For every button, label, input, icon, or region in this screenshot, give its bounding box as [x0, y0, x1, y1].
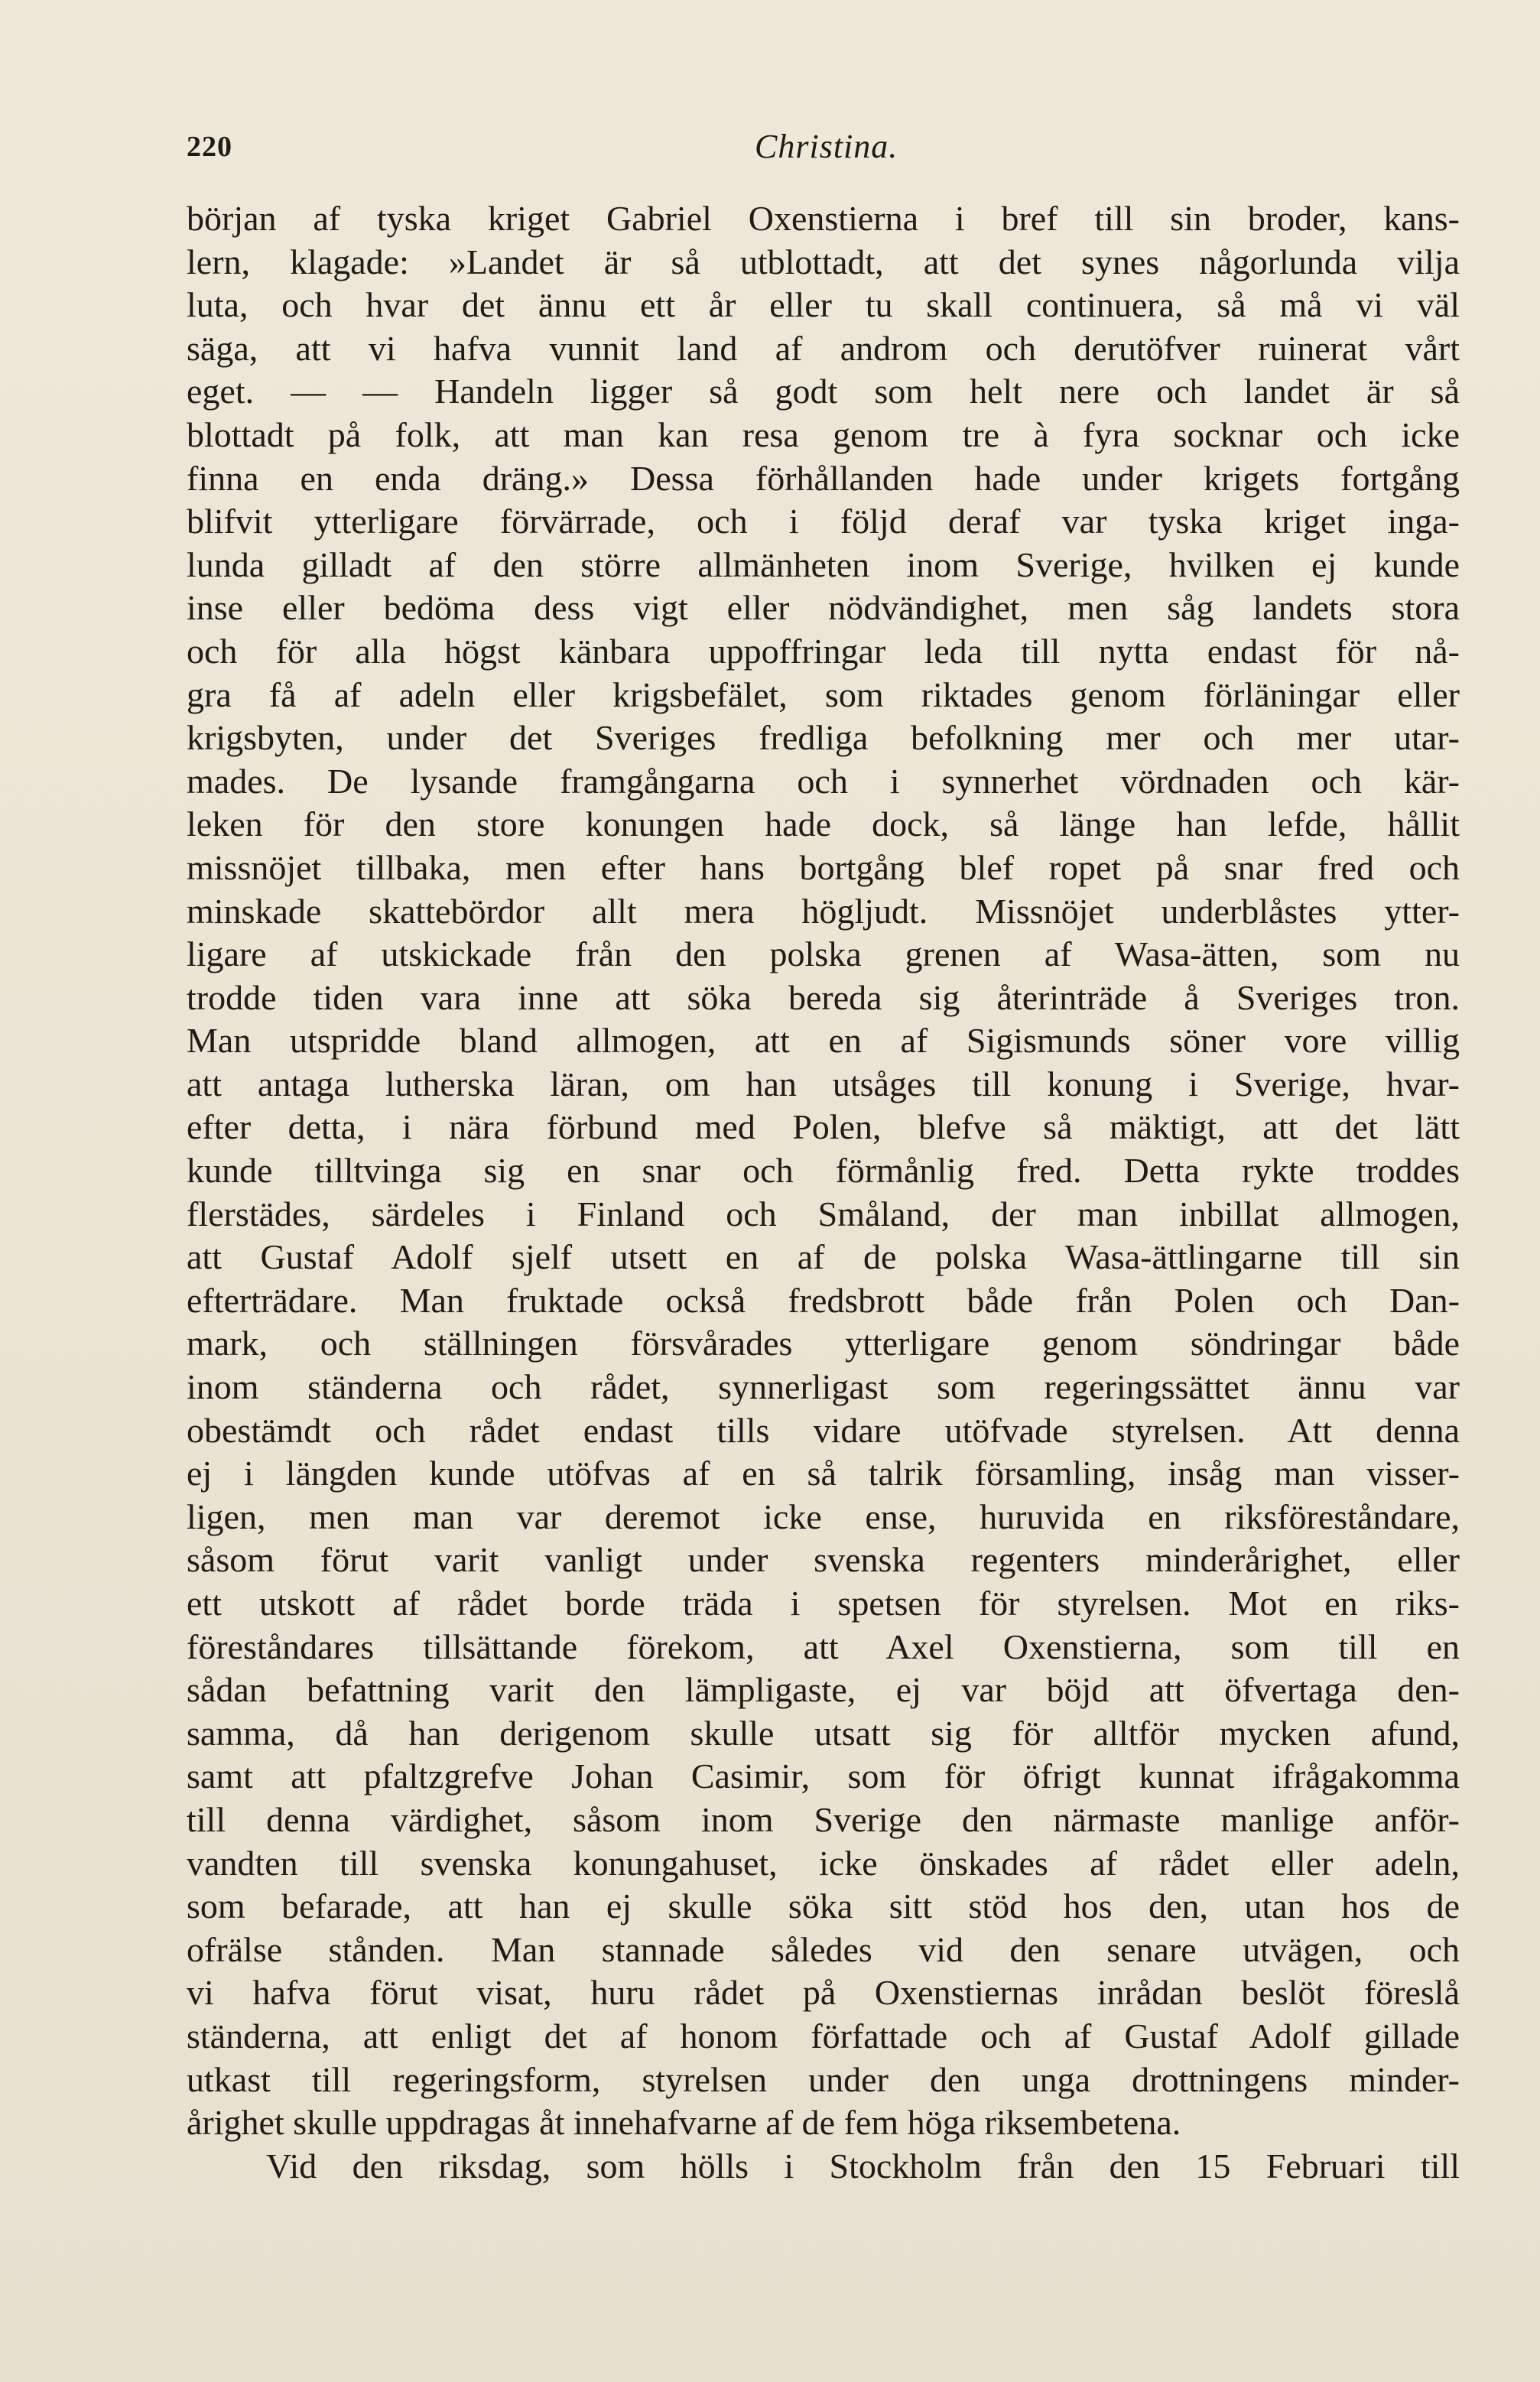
text-line: Vid den riksdag, som hölls i Stockholm från den 15 Februari till	[266, 2146, 1460, 2185]
text-line: obestämdt och rådet endast tills vidare utöfvade styrelsen. Att denna	[187, 1410, 1460, 1450]
text-line: gra få af adeln eller krigsbefälet, som riktades genom förläningar eller	[187, 674, 1460, 714]
text-line: säga, att vi hafva vunnit land af androm och derutöfver ruinerat vårt	[187, 328, 1460, 368]
text-line: sådan befattning varit den lämpligaste, ej var böjd att öfvertaga den-	[187, 1670, 1460, 1710]
page-number: 220	[187, 131, 232, 163]
text-line: finna en enda dräng.» Dessa förhållanden hade under krigets fortgång	[187, 458, 1460, 498]
text-line: trodde tiden vara inne att söka bereda sig återinträde å Sveriges tron.	[187, 977, 1460, 1017]
text-line: efterträdare. Man fruktade också fredsbrott både från Polen och Dan-	[187, 1280, 1460, 1320]
text-line: blottadt på folk, att man kan resa genom tre à fyra socknar och icke	[187, 414, 1460, 454]
text-line: mades. De lysande framgångarna och i synnerhet vördnaden och kär-	[187, 761, 1460, 801]
running-head	[187, 130, 1460, 176]
text-line: efter detta, i nära förbund med Polen, blefve så mäktigt, att det lätt	[187, 1107, 1460, 1147]
text-line: lunda gilladt af den större allmänheten inom Sverige, hvilken ej kunde	[187, 544, 1460, 584]
text-line: ej i längden kunde utöfvas af en så talrik församling, insåg man visser-	[187, 1454, 1460, 1493]
text-line: samma, då han derigenom skulle utsatt sig för alltför mycken afund,	[187, 1713, 1460, 1753]
text-line: början af tyska kriget Gabriel Oxenstierna i bref till sin broder, kans-	[187, 199, 1460, 238]
text-line: ofrälse stånden. Man stannade således vid den senare utvägen, och	[187, 1929, 1460, 1969]
text-line: mark, och ställningen försvårades ytterligare genom söndringar både	[187, 1324, 1460, 1363]
text-line: ligen, men man var deremot icke ense, huruvida en riksföreståndare,	[187, 1496, 1460, 1536]
text-line: eget. — — Handeln ligger så godt som helt nere och landet är så	[187, 372, 1460, 411]
body-text	[187, 197, 1460, 2188]
running-title: Christina.	[755, 128, 898, 165]
text-line: Man utspridde bland allmogen, att en af Sigismunds söner vore villig	[187, 1021, 1460, 1061]
text-line: krigsbyten, under det Sveriges fredliga befolkning mer och mer utar-	[187, 718, 1460, 758]
text-line: inom ständerna och rådet, synnerligast som regeringssättet ännu var	[187, 1367, 1460, 1407]
text-line: ligare af utskickade från den polska grenen af Wasa-ätten, som nu	[187, 934, 1460, 974]
text-line: att antaga lutherska läran, om han utsåges till konung i Sverige, hvar-	[187, 1064, 1460, 1103]
text-line: inse eller bedöma dess vigt eller nödvändighet, men såg landets stora	[187, 588, 1460, 628]
text-line: såsom förut varit vanligt under svenska regenters minderårighet, eller	[187, 1540, 1460, 1580]
text-line: lern, klagade: »Landet är så utblottadt, att det synes någorlunda vilja	[187, 242, 1460, 281]
text-line: leken för den store konungen hade dock, så länge han lefde, hållit	[187, 804, 1460, 844]
text-line: luta, och hvar det ännu ett år eller tu skall continuera, så må vi väl	[187, 285, 1460, 325]
text-line: missnöjet tillbaka, men efter hans bortgång blef ropet på snar fred och	[187, 847, 1460, 887]
text-line: samt att pfaltzgrefve Johan Casimir, som för öfrigt kunnat ifrågakomma	[187, 1756, 1460, 1796]
text-line: vi hafva förut visat, huru rådet på Oxenstiernas inrådan beslöt föreslå	[187, 1973, 1460, 2013]
text-line: föreståndares tillsättande förekom, att Axel Oxenstierna, som till en	[187, 1626, 1460, 1666]
text-line: ett utskott af rådet borde träda i spetsen för styrelsen. Mot en riks-	[187, 1584, 1460, 1623]
text-line: till denna värdighet, såsom inom Sverige den närmaste manlige anför-	[187, 1799, 1460, 1839]
text-line: årighet skulle uppdragas åt innehafvarne af de fem höga riksembetena.	[187, 2103, 1181, 2143]
text-line: utkast till regeringsform, styrelsen under den unga drottningens minder-	[187, 2059, 1460, 2099]
text-line: och för alla högst känbara uppoffringar leda till nytta endast för nå-	[187, 631, 1460, 671]
text-line: kunde tilltvinga sig en snar och förmånlig fred. Detta rykte troddes	[187, 1151, 1460, 1191]
text-line: minskade skattebördor allt mera högljudt. Missnöjet underblåstes ytter-	[187, 891, 1460, 931]
text-line: att Gustaf Adolf sjelf utsett en af de polska Wasa-ättlingarne till sin	[187, 1237, 1460, 1277]
text-line: vandten till svenska konungahuset, icke önskades af rådet eller adeln,	[187, 1843, 1460, 1883]
text-line: som befarade, att han ej skulle söka sitt stöd hos den, utan hos de	[187, 1886, 1460, 1926]
text-line: ständerna, att enligt det af honom författade och af Gustaf Adolf gillade	[187, 2016, 1460, 2055]
text-line: flerstädes, särdeles i Finland och Småland, der man inbillat allmogen,	[187, 1194, 1460, 1233]
text-line: blifvit ytterligare förvärrade, och i följd deraf var tyska kriget inga-	[187, 502, 1460, 541]
